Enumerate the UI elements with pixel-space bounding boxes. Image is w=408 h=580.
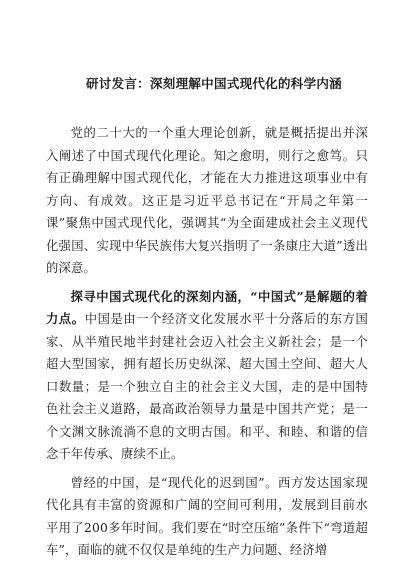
paragraph-3-text: 曾经的中国，是“现代化的迟到国”。西方发达国家现代化具有丰富的资源和广阔的空间可利用，发展到目前水平用了200多年时间。我们要在“时空压缩”条件下“弯道超车”，面临的就不仅仅是单纯的生产力问题、经济增 [46,475,368,557]
paragraph-1-text: 党的二十大的一个重大理论创新，就是概括提出并深入阐述了中国式现代化理论。知之愈明，则行之愈笃。只有正确理解中国式现代化，才能在大力推进这项事业中有方向、有成效。这正是习近平总书记在“开局之年第一课”聚焦中国式现代化，强调其“为全面建成社会主义现代化强国、实现中华民族伟大复兴指明了一条康庄大道”透出的深意。 [46,126,368,275]
paragraph-2-text: 中国是由一个经济文化发展水平十分落后的东方国家、从半殖民地半封建社会迈入社会主义新社会；是一个超大型国家，拥有超长历史纵深、超大国土空间、超大人口数量；是一个独立自主的社会主义大国，走的是中国特色社会主义道路，最高政治领导力量是中国共产党；是一个文渊文脉流淌不息的文明古国。和平、和睦、和谐的信念千年传承、赓续不止。 [46,312,368,461]
paragraph-1 [46,122,368,280]
document-title: 研讨发言：深刻理解中国式现代化的科学内涵 [85,76,342,91]
paragraph-2 [46,286,368,466]
paragraph-3 [46,472,368,562]
paragraph-2-lead: 探寻中国式现代化的深刻内涵，“中国式”是解题的着力点。 [46,288,368,326]
